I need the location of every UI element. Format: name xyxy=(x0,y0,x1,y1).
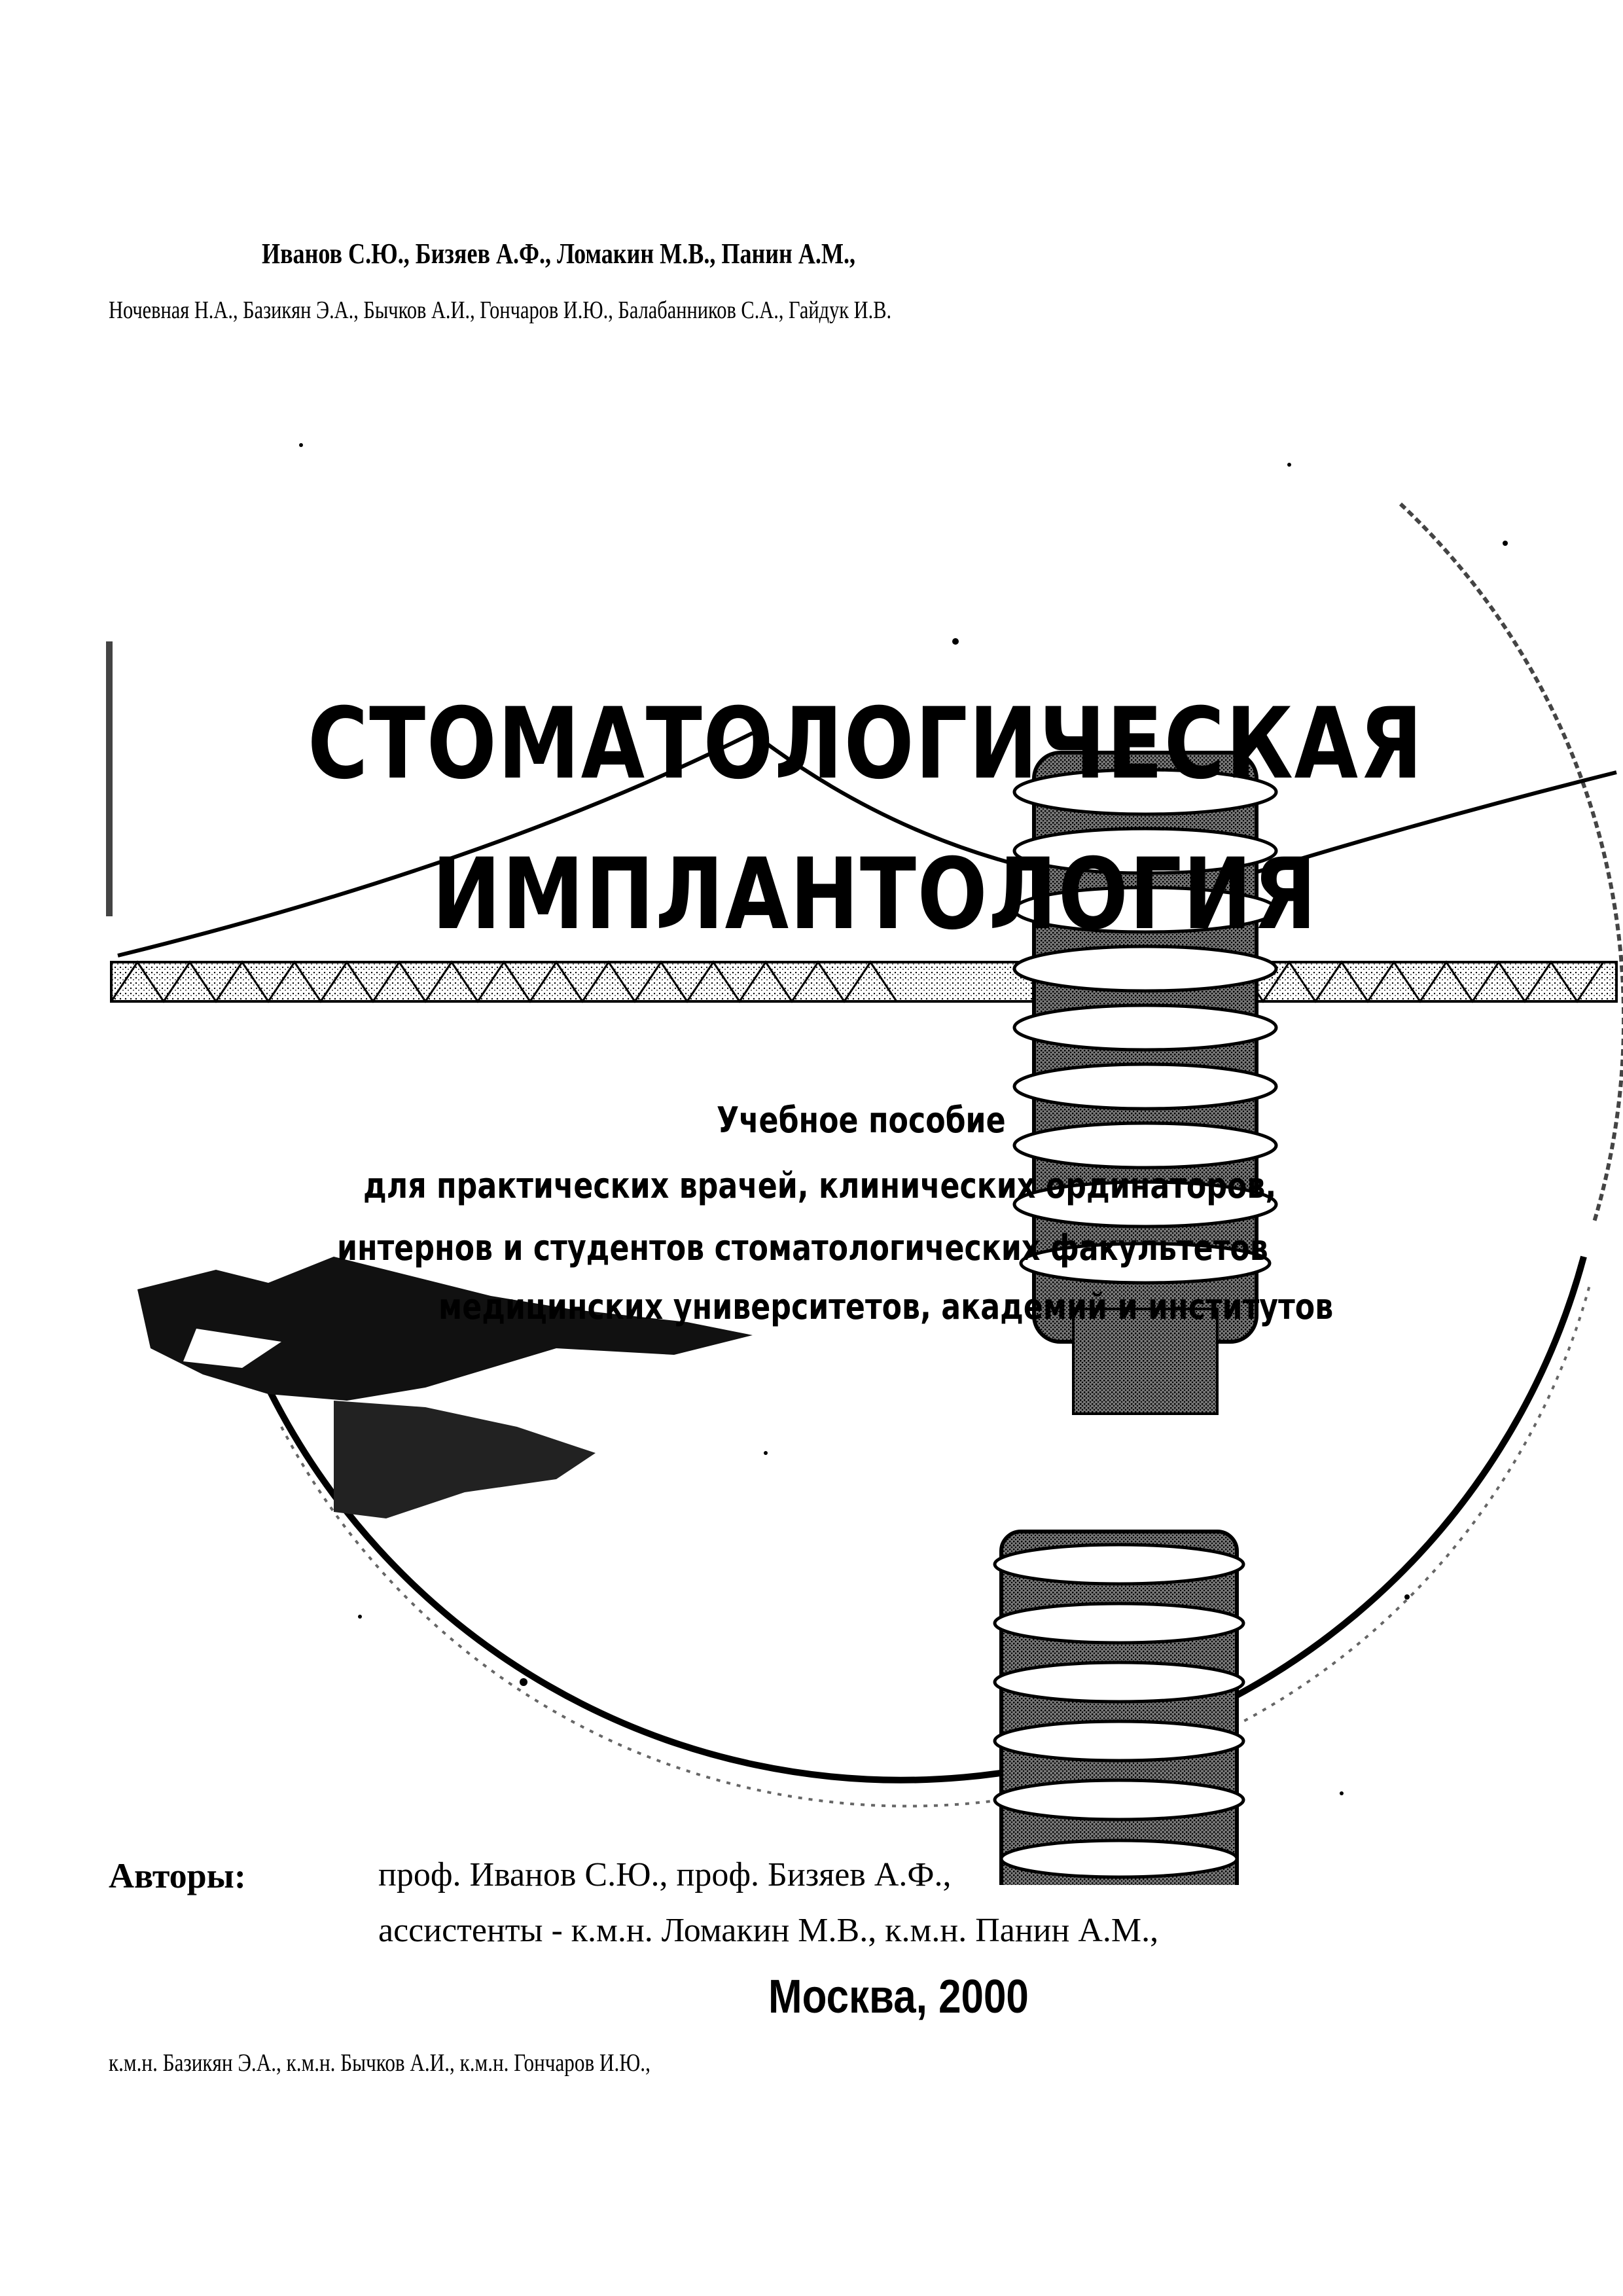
subtitle-line: интернов и студентов стоматологических факультетов xyxy=(337,1227,1268,1268)
subtitle-line: для практических врачей, клинических ординаторов, xyxy=(363,1165,1277,1206)
authors-label: Авторы: xyxy=(109,1856,246,1895)
authors-credit-line: проф. Иванов С.Ю., проф. Бизяев А.Ф., xyxy=(378,1856,952,1893)
authors-credit-line: ассистенты - к.м.н. Ломакин М.В., к.м.н. Панин А.М., xyxy=(378,1912,1159,1949)
authors-coauthors: Ночевная Н.А., Базикян Э.А., Бычков А.И., Гончаров И.Ю., Балабанников С.А., Гайдук И.В. xyxy=(109,296,892,324)
cover-illustration xyxy=(98,406,1623,1885)
cover-artwork xyxy=(98,406,1623,1885)
book-title-line-1: СТОМАТОЛОГИЧЕСКАЯ xyxy=(308,687,1424,801)
subtitle-line: Учебное пособие xyxy=(717,1100,1006,1141)
city-year: Москва, 2000 xyxy=(768,1971,1029,2023)
authors-credit-line: к.м.н. Базикян Э.А., к.м.н. Бычков А.И., к.м.н. Гончаров И.Ю., xyxy=(109,2049,651,2077)
book-title-line-2: ИМПЛАНТОЛОГИЯ xyxy=(432,838,1318,952)
authors-header: Иванов С.Ю., Бизяев А.Ф., Ломакин М.В., Панин А.М., xyxy=(262,238,856,270)
subtitle-line: медицинских университетов, академий и институтов xyxy=(438,1286,1334,1327)
